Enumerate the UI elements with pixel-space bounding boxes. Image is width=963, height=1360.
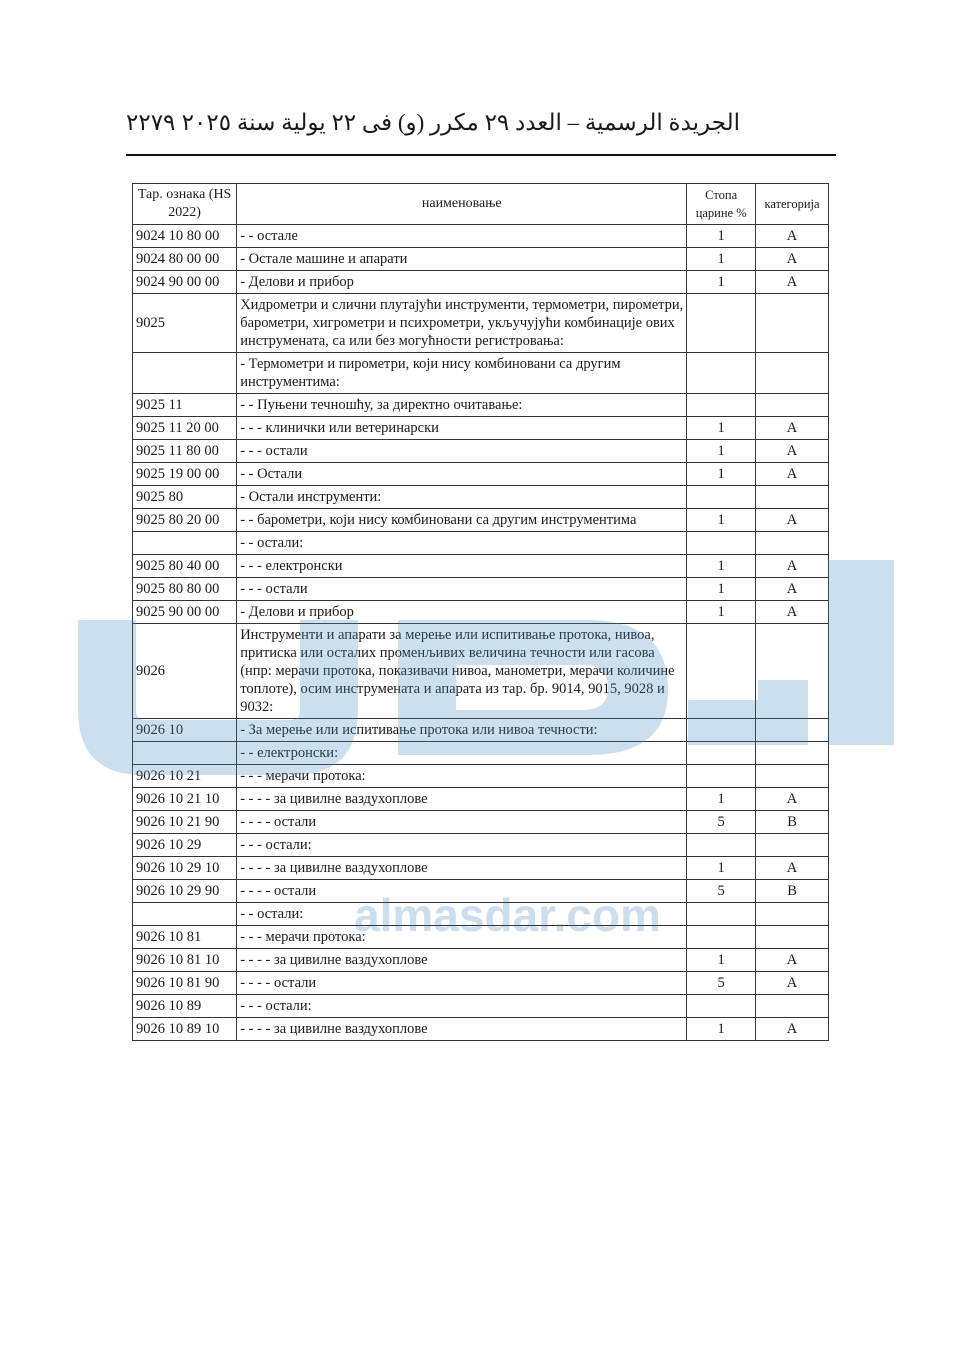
- cell-rate: [687, 742, 756, 765]
- cell-code: 9026 10 29 10: [133, 857, 237, 880]
- website-url-watermark: almasdar.com: [354, 889, 661, 941]
- cell-category: A: [756, 949, 829, 972]
- cell-code: 9026 10 29 90: [133, 880, 237, 903]
- cell-category: B: [756, 880, 829, 903]
- column-header-description: наименовање: [237, 184, 687, 225]
- table-row: [133, 926, 829, 949]
- table-row: [133, 765, 829, 788]
- table-row: [133, 719, 829, 742]
- table-row: [133, 811, 829, 834]
- cell-description: - - - - остали: [237, 972, 687, 995]
- cell-code: 9026 10 81 90: [133, 972, 237, 995]
- cell-rate: [687, 532, 756, 555]
- cell-category: [756, 719, 829, 742]
- cell-rate: 1: [687, 248, 756, 271]
- cell-code: 9025 19 00 00: [133, 463, 237, 486]
- cell-category: A: [756, 271, 829, 294]
- table-row: [133, 742, 829, 765]
- table-row: [133, 353, 829, 394]
- table-row: [133, 417, 829, 440]
- cell-description: - - - остали: [237, 578, 687, 601]
- table-row: [133, 225, 829, 248]
- cell-description: - Делови и прибор: [237, 271, 687, 294]
- cell-category: [756, 903, 829, 926]
- cell-code: [133, 903, 237, 926]
- cell-description: - - - остали:: [237, 995, 687, 1018]
- table-row: [133, 624, 829, 719]
- cell-description: - - - - за цивилне ваздухоплове: [237, 1018, 687, 1041]
- cell-code: 9024 10 80 00: [133, 225, 237, 248]
- cell-rate: 5: [687, 811, 756, 834]
- cell-rate: [687, 486, 756, 509]
- cell-category: [756, 394, 829, 417]
- cell-code: 9024 90 00 00: [133, 271, 237, 294]
- cell-rate: 1: [687, 463, 756, 486]
- cell-rate: [687, 926, 756, 949]
- cell-category: [756, 532, 829, 555]
- table-row: [133, 903, 829, 926]
- cell-category: A: [756, 509, 829, 532]
- cell-description: - - - електронски: [237, 555, 687, 578]
- cell-rate: 1: [687, 225, 756, 248]
- cell-code: 9025 80 40 00: [133, 555, 237, 578]
- cell-category: [756, 624, 829, 719]
- column-header-category: категорија: [756, 184, 829, 225]
- cell-category: [756, 765, 829, 788]
- cell-description: - - - остали:: [237, 834, 687, 857]
- table-row: [133, 440, 829, 463]
- cell-category: A: [756, 578, 829, 601]
- cell-category: [756, 294, 829, 353]
- cell-code: 9026 10 21 90: [133, 811, 237, 834]
- cell-rate: 5: [687, 880, 756, 903]
- cell-code: 9026 10 89: [133, 995, 237, 1018]
- cell-rate: 1: [687, 857, 756, 880]
- table-row: [133, 788, 829, 811]
- cell-description: - - Пуњени течношћу, за директно очитавање:: [237, 394, 687, 417]
- cell-category: [756, 834, 829, 857]
- cell-rate: 1: [687, 788, 756, 811]
- page-number: ٢٢٧٩: [126, 110, 176, 135]
- cell-code: 9026: [133, 624, 237, 719]
- column-header-rate: Стопа царине %: [687, 184, 756, 225]
- tariff-table: [132, 183, 829, 1041]
- table-row: [133, 601, 829, 624]
- table-row: [133, 578, 829, 601]
- cell-category: B: [756, 811, 829, 834]
- cell-code: [133, 532, 237, 555]
- cell-rate: [687, 903, 756, 926]
- cell-description: - - остали:: [237, 532, 687, 555]
- cell-description: - - - мерачи протока:: [237, 926, 687, 949]
- cell-code: 9025 80 20 00: [133, 509, 237, 532]
- cell-description: - - остали:: [237, 903, 687, 926]
- cell-rate: 5: [687, 972, 756, 995]
- cell-code: 9025 11: [133, 394, 237, 417]
- table-row: [133, 972, 829, 995]
- cell-code: 9025: [133, 294, 237, 353]
- cell-code: 9025 11 80 00: [133, 440, 237, 463]
- cell-description: - - - остали: [237, 440, 687, 463]
- cell-category: [756, 995, 829, 1018]
- cell-code: [133, 353, 237, 394]
- cell-category: [756, 353, 829, 394]
- cell-category: A: [756, 440, 829, 463]
- cell-rate: 1: [687, 440, 756, 463]
- cell-code: 9026 10 21: [133, 765, 237, 788]
- cell-category: A: [756, 463, 829, 486]
- cell-description: - За мерење или испитивање протока или нивоа течности:: [237, 719, 687, 742]
- cell-category: [756, 486, 829, 509]
- table-row: [133, 1018, 829, 1041]
- header-divider: [126, 154, 836, 156]
- cell-code: 9026 10 89 10: [133, 1018, 237, 1041]
- cell-description: - - - - за цивилне ваздухоплове: [237, 857, 687, 880]
- cell-category: [756, 742, 829, 765]
- page-header: [126, 100, 836, 146]
- table-body: [133, 225, 829, 1041]
- table-row: [133, 857, 829, 880]
- cell-code: 9026 10 29: [133, 834, 237, 857]
- cell-description: - - остале: [237, 225, 687, 248]
- cell-rate: [687, 995, 756, 1018]
- cell-rate: [687, 834, 756, 857]
- cell-category: A: [756, 601, 829, 624]
- table-row: [133, 995, 829, 1018]
- cell-category: [756, 926, 829, 949]
- cell-rate: 1: [687, 271, 756, 294]
- cell-rate: 1: [687, 509, 756, 532]
- table-row: [133, 555, 829, 578]
- cell-rate: 1: [687, 601, 756, 624]
- cell-code: [133, 742, 237, 765]
- table-row: [133, 271, 829, 294]
- cell-rate: [687, 353, 756, 394]
- cell-rate: [687, 294, 756, 353]
- cell-rate: 1: [687, 417, 756, 440]
- cell-description: Хидрометри и слични плутајући инструменти, термометри, пирометри, барометри, хигрометри и психрометри, укључујући комбинације ових инструмената, са или без могућности регистровања:: [237, 294, 687, 353]
- cell-description: - Остали инструменти:: [237, 486, 687, 509]
- cell-rate: 1: [687, 949, 756, 972]
- cell-description: - - Остали: [237, 463, 687, 486]
- cell-description: - Делови и прибор: [237, 601, 687, 624]
- cell-code: 9025 90 00 00: [133, 601, 237, 624]
- table-row: [133, 532, 829, 555]
- column-header-code: Тар. ознака (HS 2022): [133, 184, 237, 225]
- cell-description: - - - - остали: [237, 811, 687, 834]
- cell-description: - - електронски:: [237, 742, 687, 765]
- cell-code: 9025 11 20 00: [133, 417, 237, 440]
- cell-code: 9025 80: [133, 486, 237, 509]
- cell-description: - - - клинички или ветеринарски: [237, 417, 687, 440]
- cell-description: - Остале машине и апарати: [237, 248, 687, 271]
- cell-description: - - - - за цивилне ваздухоплове: [237, 949, 687, 972]
- cell-rate: [687, 719, 756, 742]
- cell-category: A: [756, 225, 829, 248]
- cell-code: 9025 80 80 00: [133, 578, 237, 601]
- table-row: [133, 463, 829, 486]
- cell-code: 9026 10 81 10: [133, 949, 237, 972]
- cell-rate: [687, 765, 756, 788]
- gazette-title: الجريدة الرسمية – العدد ٢٩ مكرر (و) فى ٢٢ يولية سنة ٢٠٢٥: [181, 110, 740, 135]
- cell-category: A: [756, 555, 829, 578]
- table-row: [133, 394, 829, 417]
- cell-description: Инструменти и апарати за мерење или испитивање протока, нивоа, притиска или осталих променљивих величина течности или гасова (нпр: мерачи протока, показивачи нивоа, манометри, мерачи количине топлоте), осим инструмената и апарата из тар. бр. 9014, 9015, 9028 и 9032:: [237, 624, 687, 719]
- cell-category: A: [756, 857, 829, 880]
- cell-rate: 1: [687, 555, 756, 578]
- table-row: [133, 486, 829, 509]
- cell-category: A: [756, 972, 829, 995]
- cell-description: - - - - остали: [237, 880, 687, 903]
- cell-category: A: [756, 1018, 829, 1041]
- cell-rate: 1: [687, 1018, 756, 1041]
- table-row: [133, 248, 829, 271]
- cell-code: 9026 10 81: [133, 926, 237, 949]
- cell-description: - - - - за цивилне ваздухоплове: [237, 788, 687, 811]
- cell-code: 9024 80 00 00: [133, 248, 237, 271]
- cell-rate: [687, 394, 756, 417]
- cell-description: - Термометри и пирометри, који нису комбиновани са другим инструментима:: [237, 353, 687, 394]
- cell-category: A: [756, 417, 829, 440]
- cell-category: A: [756, 248, 829, 271]
- cell-rate: [687, 624, 756, 719]
- table-row: [133, 834, 829, 857]
- table-row: [133, 509, 829, 532]
- cell-category: A: [756, 788, 829, 811]
- cell-rate: 1: [687, 578, 756, 601]
- cell-description: - - - мерачи протока:: [237, 765, 687, 788]
- cell-code: 9026 10: [133, 719, 237, 742]
- table-header-row: [133, 184, 829, 225]
- cell-description: - - барометри, који нису комбиновани са другим инструментима: [237, 509, 687, 532]
- cell-code: 9026 10 21 10: [133, 788, 237, 811]
- table-row: [133, 949, 829, 972]
- table-row: [133, 880, 829, 903]
- table-row: [133, 294, 829, 353]
